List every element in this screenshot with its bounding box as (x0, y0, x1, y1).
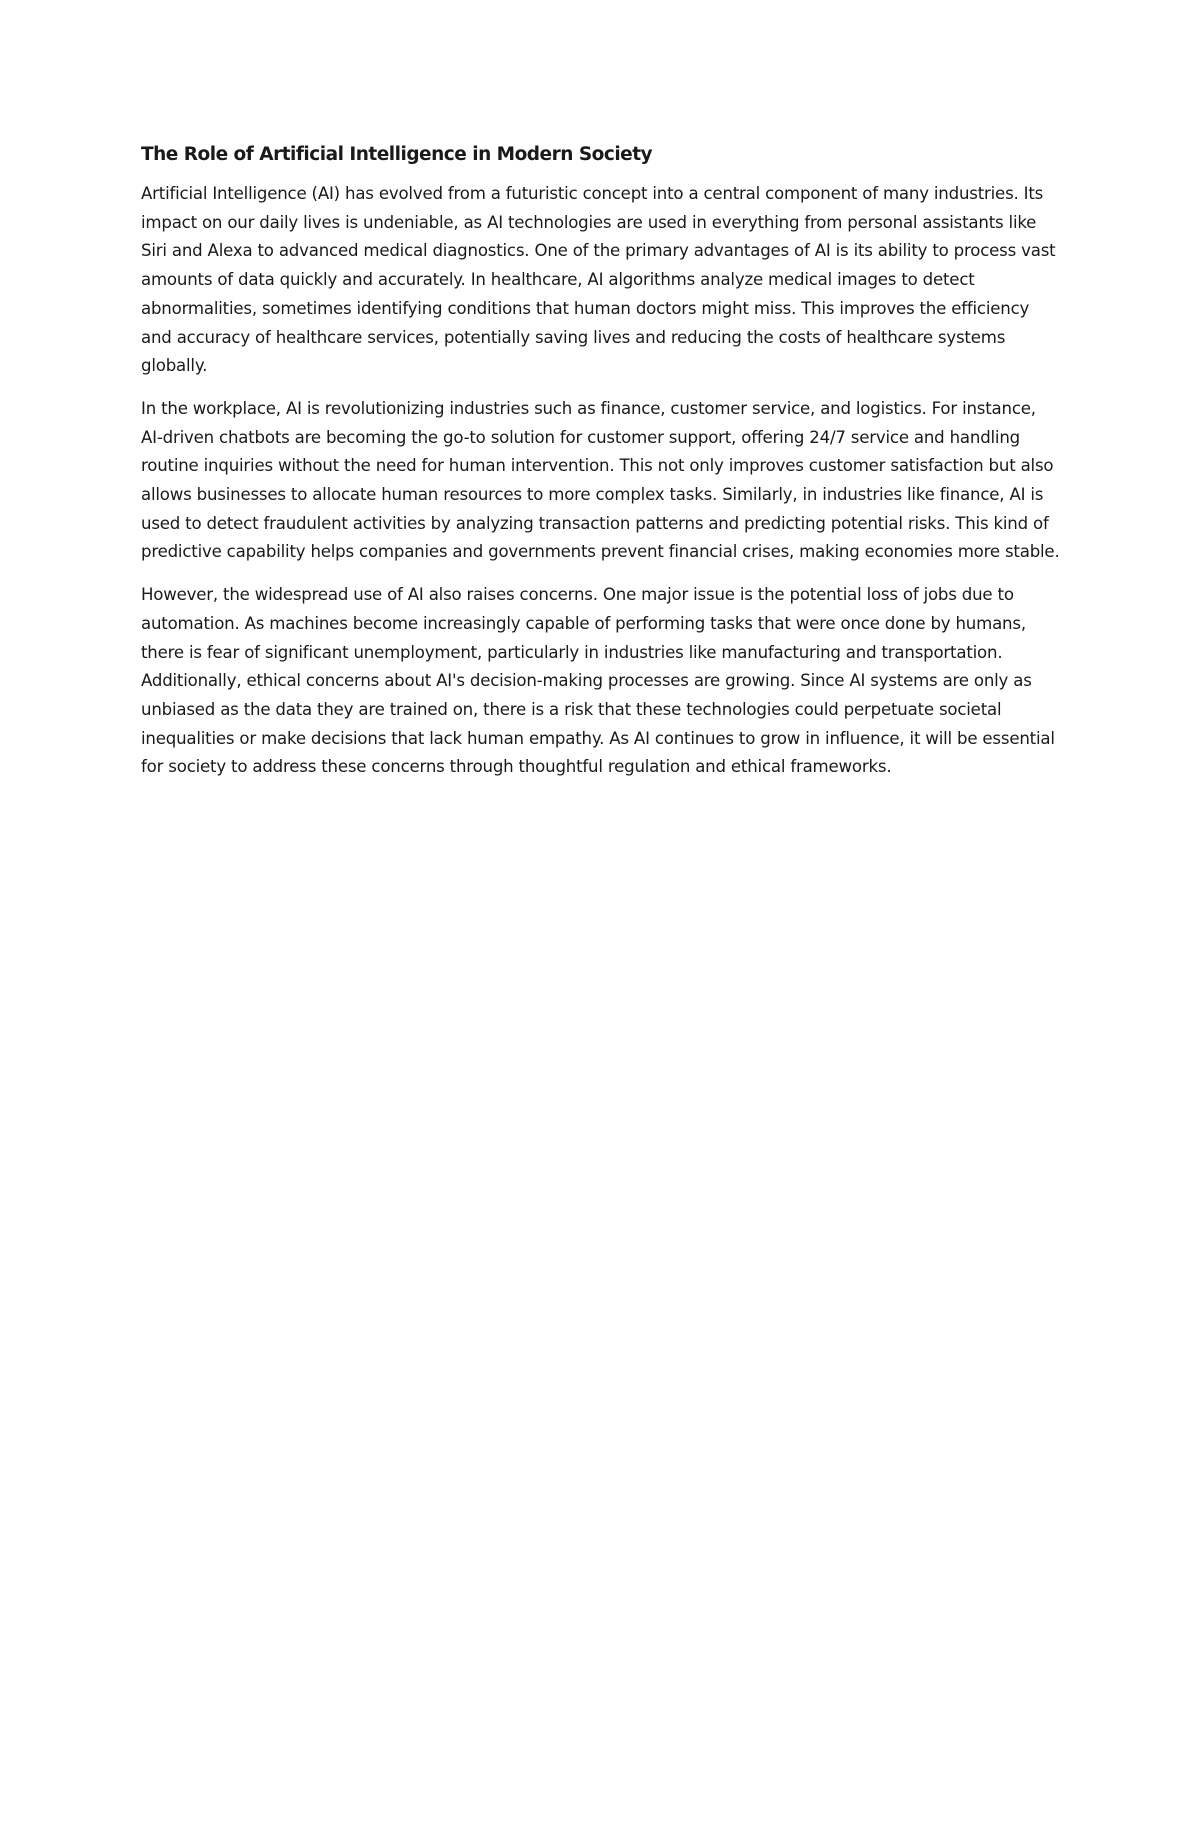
paragraph-workplace: In the workplace, AI is revolutionizing industries such as finance, customer service, and logistics. For instance, AI-driven chatbots are becoming the go-to solution for customer support, offering 24/7 service and handling routine inquiries without the need for human intervention. This not only improves customer satisfaction but also allows businesses to allocate human resources to more complex tasks. Similarly, in industries like finance, AI is used to detect fraudulent activities by analyzing transaction patterns and predicting potential risks. This kind of predictive capability helps companies and governments prevent financial crises, making economies more stable. (141, 398, 1060, 562)
paragraph-concerns: However, the widespread use of AI also raises concerns. One major issue is the potential loss of jobs due to automation. As machines become increasingly capable of performing tasks that were once done by humans, there is fear of significant unemployment, particularly in industries like manufacturing and transportation. Additionally, ethical concerns about AI's decision-making processes are growing. Since AI systems are only as unbiased as the data they are trained on, there is a risk that these technologies could perpetuate societal inequalities or make decisions that lack human empathy. As AI continues to grow in influence, it will be essential for society to address these concerns through thoughtful regulation and ethical frameworks. (141, 585, 1055, 777)
document-body (141, 140, 1061, 796)
document-title: The Role of Artificial Intelligence in Modern Society (141, 144, 653, 165)
paragraph-intro: Artificial Intelligence (AI) has evolved from a futuristic concept into a central component of many industries. Its impact on our daily lives is undeniable, as AI technologies are used in everything from personal assistants like Siri and Alexa to advanced medical diagnostics. One of the primary advantages of AI is its ability to process vast amounts of data quickly and accurately. In healthcare, AI algorithms analyze medical images to detect abnormalities, sometimes identifying conditions that human doctors might miss. This improves the efficiency and accuracy of healthcare services, potentially saving lives and reducing the costs of healthcare systems globally. (141, 184, 1056, 376)
